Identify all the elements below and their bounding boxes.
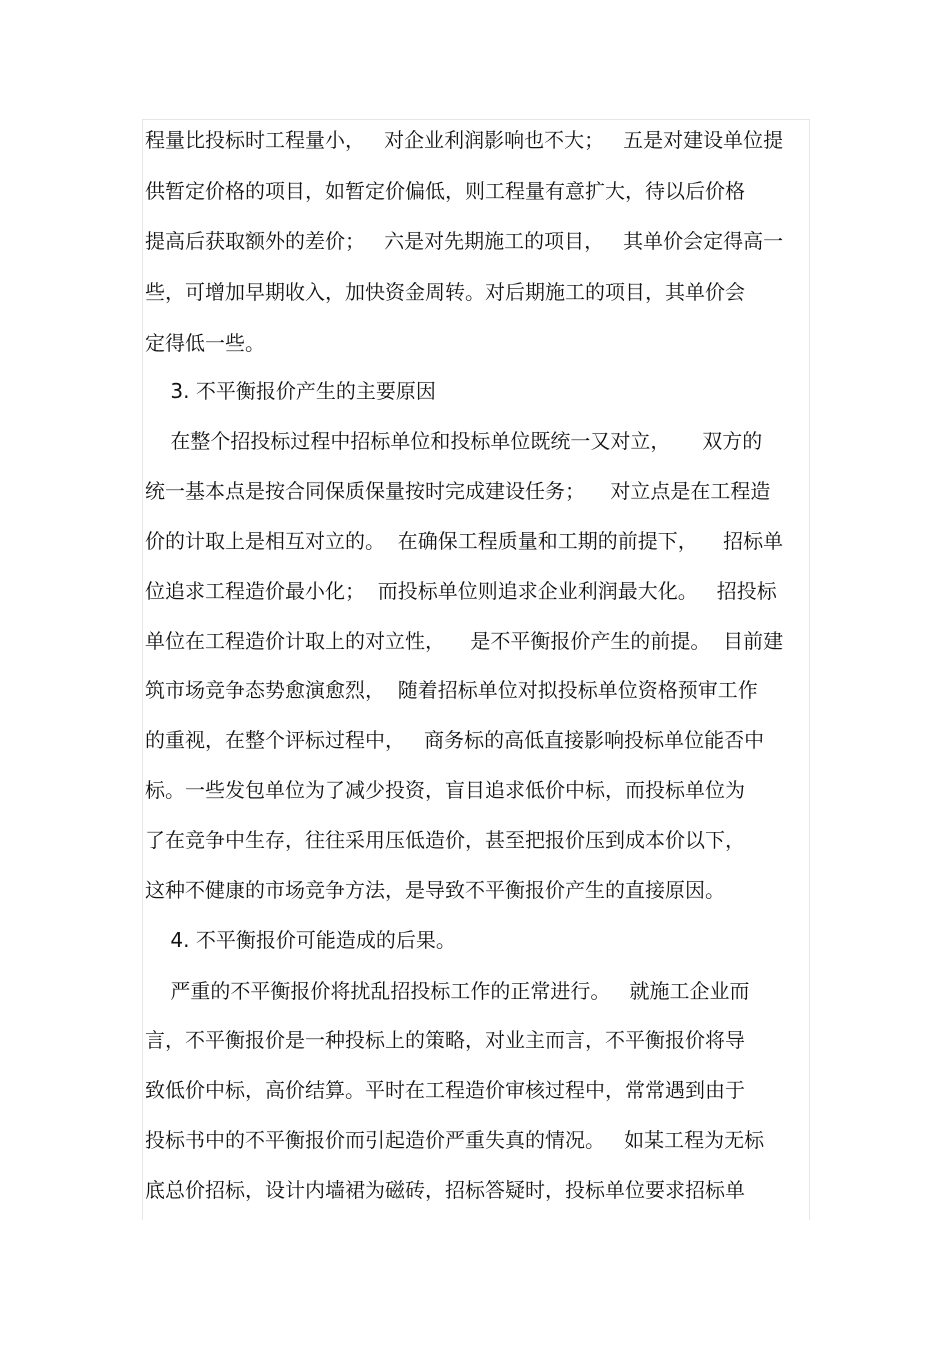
text-line-3: 提高后获取额外的差价； 六是对先期施工的项目， 其单价会定得高一 — [145, 229, 784, 253]
text-line-21: 投标书中的不平衡报价而引起造价严重失真的情况。 如某工程为无标 — [145, 1128, 765, 1152]
text-line-13: 的重视，在整个评标过程中， 商务标的高低直接影响投标单位能否中 — [145, 728, 765, 752]
text-line-2: 供暂定价格的项目，如暂定价偏低，则工程量有意扩大，待以后价格 — [145, 179, 745, 203]
text-line-1: 程量比投标时工程量小， 对企业利润影响也不大； 五是对建设单位提 — [145, 128, 784, 152]
text-line-18: 严重的不平衡报价将扰乱招投标工作的正常进行。 就施工企业而 — [145, 979, 750, 1003]
text-line-22: 底总价招标，设计内墙裙为磁砖，招标答疑时，投标单位要求招标单 — [145, 1178, 745, 1202]
text-line-4: 些，可增加早期收入，加快资金周转。对后期施工的项目，其单价会 — [145, 280, 745, 304]
text-line-12: 筑市场竞争态势愈演愈烈， 随着招标单位对拟投标单位资格预审工作 — [145, 678, 758, 702]
text-line-14: 标。一些发包单位为了减少投资，盲目追求低价中标，而投标单位为 — [145, 778, 745, 802]
text-line-10: 位追求工程造价最小化； 而投标单位则追求企业利润最大化。 招投标 — [145, 579, 777, 603]
text-line-20: 致低价中标，高价结算。平时在工程造价审核过程中，常常遇到由于 — [145, 1078, 745, 1102]
text-line-19: 言，不平衡报价是一种投标上的策略，对业主而言，不平衡报价将导 — [145, 1028, 745, 1052]
text-line-5: 定得低一些。 — [145, 331, 265, 355]
section-heading-3: 3. 不平衡报价产生的主要原因 — [145, 379, 436, 403]
section-heading-4: 4. 不平衡报价可能造成的后果。 — [145, 928, 456, 952]
text-line-16: 这种不健康的市场竞争方法，是导致不平衡报价产生的直接原因。 — [145, 878, 725, 902]
text-line-8: 统一基本点是按合同保质保量按时完成建设任务； 对立点是在工程造 — [145, 479, 771, 503]
text-line-7: 在整个招投标过程中招标单位和投标单位既统一又对立， 双方的 — [145, 429, 763, 453]
text-line-15: 了在竞争中生存，往往采用压低造价，甚至把报价压到成本价以下， — [145, 828, 745, 852]
text-line-9: 价的计取上是相互对立的。 在确保工程质量和工期的前提下， 招标单 — [145, 529, 784, 553]
text-line-11: 单位在工程造价计取上的对立性， 是不平衡报价产生的前提。 目前建 — [145, 629, 784, 653]
